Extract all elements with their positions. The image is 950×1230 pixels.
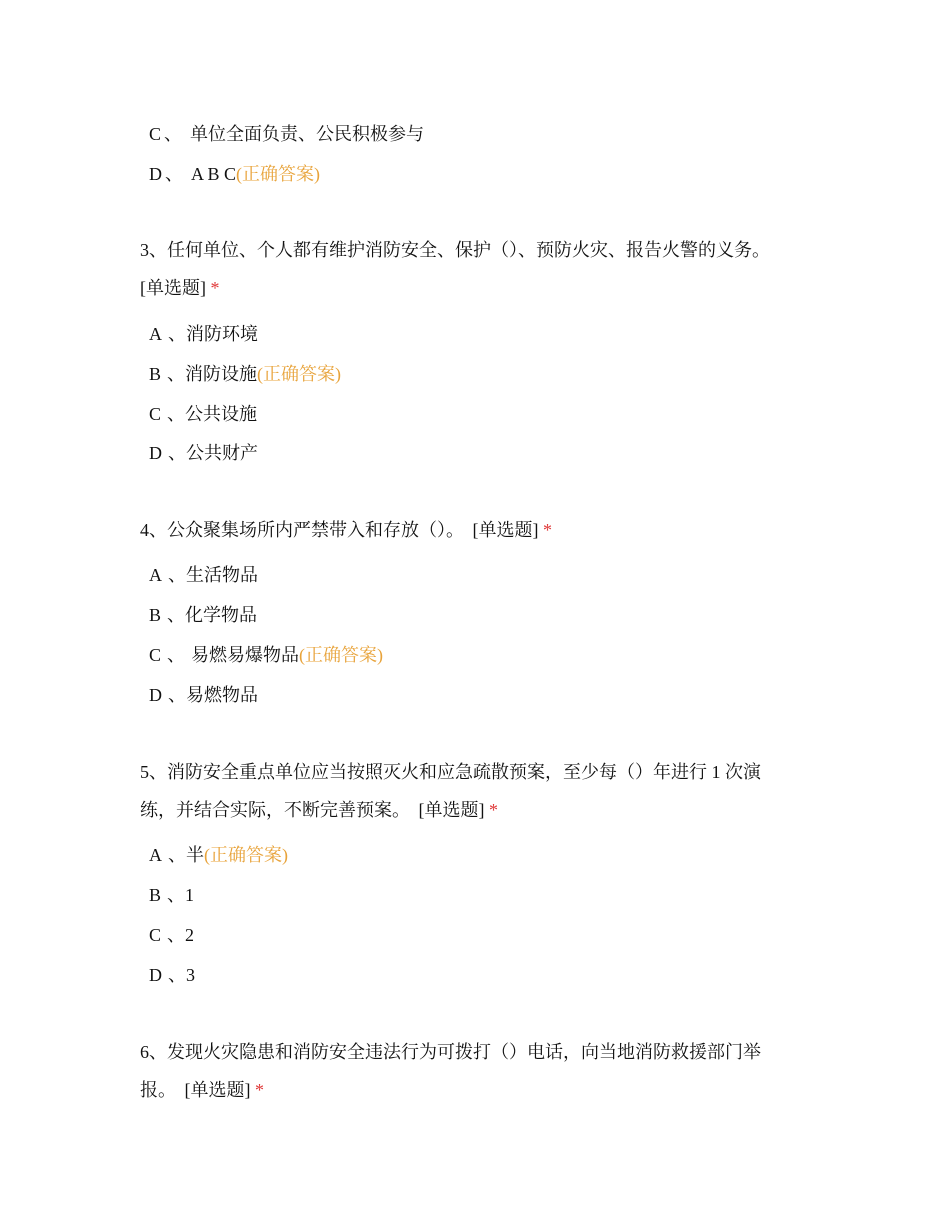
q6-title-line2 xyxy=(140,1079,264,1101)
option-letter: D xyxy=(149,164,162,184)
q3-option-d xyxy=(149,442,258,464)
option-letter: C xyxy=(149,124,162,144)
question-text: 4、公众聚集场所内严禁带入和存放（）。 xyxy=(140,520,464,540)
q5-title-line2 xyxy=(140,799,498,821)
correct-answer-mark: (正确答案) xyxy=(236,164,321,184)
option-letter: D xyxy=(149,685,162,705)
required-star: * xyxy=(255,1080,264,1100)
option-separator: 、 xyxy=(164,124,183,144)
option-text: A B C xyxy=(191,164,237,184)
q5-option-c xyxy=(149,924,194,946)
q3-option-b xyxy=(149,363,341,385)
question-type-tag: [单选题] xyxy=(472,520,539,540)
option-letter: D xyxy=(149,443,162,463)
question-text: 报。 xyxy=(140,1080,176,1100)
option-separator: 、 xyxy=(167,645,186,665)
option-letter: B xyxy=(149,364,162,384)
option-text: 3 xyxy=(186,965,195,985)
option-text: 公共设施 xyxy=(185,404,258,424)
q3-type-line xyxy=(140,277,220,299)
correct-answer-mark: (正确答案) xyxy=(257,364,342,384)
option-letter: B xyxy=(149,885,162,905)
q5-title-line1: 5、消防安全重点单位应当按照灭火和应急疏散预案，至少每（）年进行 1 次演 xyxy=(140,762,761,782)
option-text: 化学物品 xyxy=(185,605,258,625)
option-text: 半 xyxy=(186,845,204,865)
question-type-tag: [单选题] xyxy=(418,800,485,820)
option-separator: 、 xyxy=(168,443,186,463)
option-separator: 、 xyxy=(167,885,186,905)
option-separator: 、 xyxy=(168,965,186,985)
option-letter: A xyxy=(149,565,162,585)
option-letter: C xyxy=(149,404,162,424)
option-separator: 、 xyxy=(167,605,186,625)
required-star: * xyxy=(543,520,552,540)
option-text: 公共财产 xyxy=(186,443,258,463)
option-letter: C xyxy=(149,645,162,665)
q3-option-c xyxy=(149,403,257,425)
option-text: 消防设施 xyxy=(185,364,258,384)
option-separator: 、 xyxy=(168,565,186,585)
q3-title: 3、任何单位、个人都有维护消防安全、保护（）、预防火灾、报告火警的义务。 xyxy=(140,240,770,260)
option-separator: 、 xyxy=(167,364,186,384)
option-separator: 、 xyxy=(167,925,186,945)
correct-answer-mark: (正确答案) xyxy=(204,845,288,865)
q3-option-a xyxy=(149,323,258,345)
q4-option-c xyxy=(149,644,383,666)
option-text: 消防环境 xyxy=(186,324,258,344)
q6-title-line1: 6、发现火灾隐患和消防安全违法行为可拨打（）电话，向当地消防救援部门举 xyxy=(140,1042,761,1062)
correct-answer-mark: (正确答案) xyxy=(299,645,384,665)
q4-option-d xyxy=(149,684,258,706)
option-separator: 、 xyxy=(168,324,186,344)
q5-option-b xyxy=(149,884,194,906)
option-text: 1 xyxy=(185,885,195,905)
q4-title xyxy=(140,519,552,541)
q4-option-a xyxy=(149,564,258,586)
question-type-tag: [单选题] xyxy=(140,278,206,298)
option-text: 单位全面负责、公民积极参与 xyxy=(190,124,425,144)
option-text: 易燃物品 xyxy=(186,685,258,705)
q4-option-b xyxy=(149,604,257,626)
option-letter: B xyxy=(149,605,162,625)
option-text: 2 xyxy=(185,925,195,945)
option-letter: D xyxy=(149,965,162,985)
required-star: * xyxy=(210,278,220,298)
option-separator: 、 xyxy=(167,404,186,424)
required-star: * xyxy=(489,800,498,820)
option-separator: 、 xyxy=(165,164,183,184)
option-text: 易燃易爆物品 xyxy=(191,645,300,665)
q5-option-d xyxy=(149,964,195,986)
question-type-tag: [单选题] xyxy=(184,1080,251,1100)
option-letter: A xyxy=(149,845,162,865)
option-letter: C xyxy=(149,925,162,945)
q2-option-d xyxy=(149,163,320,185)
option-text: 生活物品 xyxy=(186,565,258,585)
q5-option-a xyxy=(149,844,288,866)
option-letter: A xyxy=(149,324,162,344)
q2-option-c xyxy=(149,123,424,145)
option-separator: 、 xyxy=(168,845,186,865)
option-separator: 、 xyxy=(168,685,186,705)
question-text: 练，并结合实际，不断完善预案。 xyxy=(140,800,410,820)
